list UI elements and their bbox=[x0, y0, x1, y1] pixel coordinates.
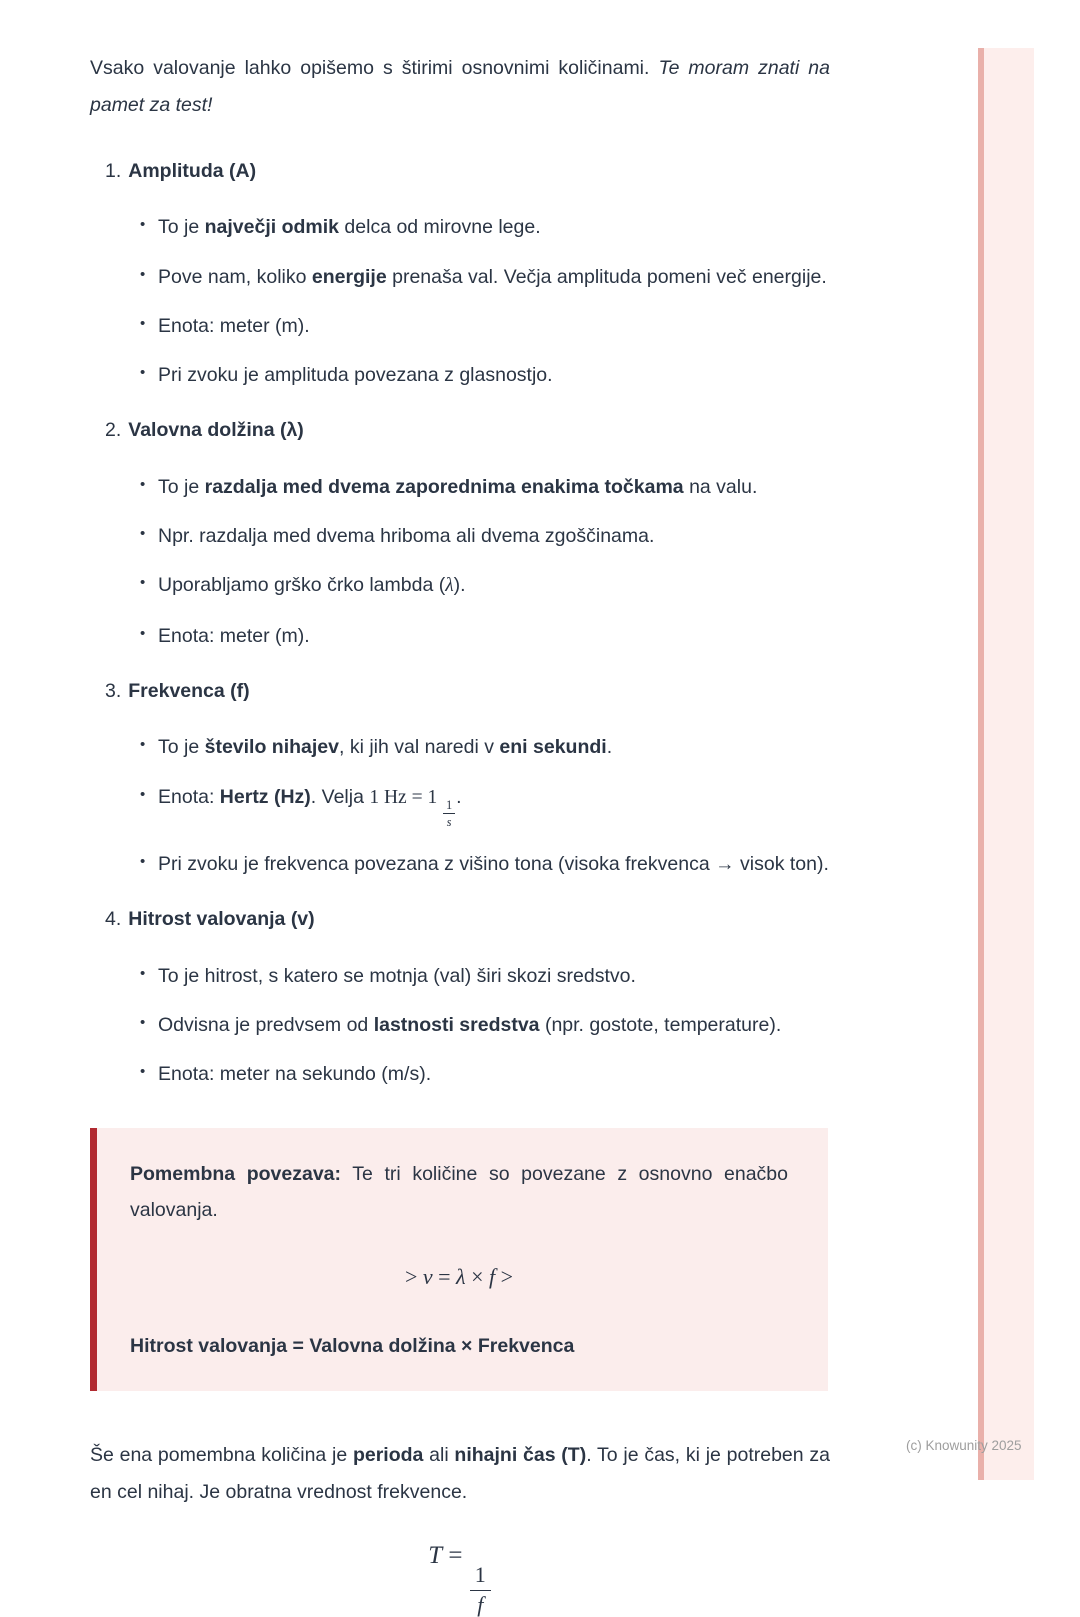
bullet-item: • To je največji odmik delca od mirovne lege. bbox=[158, 214, 830, 240]
bullet-list bbox=[90, 474, 830, 649]
wave-speed-formula: > v = λ × f > bbox=[404, 1263, 514, 1289]
item-title: Amplituda (A) bbox=[128, 159, 257, 182]
bullet-list bbox=[90, 963, 830, 1088]
quantity-item-4 bbox=[90, 907, 830, 1087]
formula-in-words: Hitrost valovanja = Valovna dolžina × Frekvenca bbox=[130, 1334, 575, 1357]
side-highlight-stripe bbox=[978, 48, 1034, 1480]
copyright-watermark: (c) Knowunity 2025 bbox=[906, 1438, 1022, 1453]
bullet-item: • To je hitrost, s katero se motnja (val) širi skozi sredstvo. bbox=[158, 963, 830, 989]
fraction: $\frac{1}{f}$ bbox=[470, 1564, 491, 1616]
bullet-item: • Pri zvoku je frekvenca povezana z višino tona (visoka frekvenca → visok ton). bbox=[158, 851, 830, 877]
bullet-item: • Npr. razdalja med dvema hriboma ali dvema zgoščinama. bbox=[158, 523, 830, 549]
bullet-item: • Enota: meter (m). bbox=[158, 623, 830, 649]
quantity-heading bbox=[90, 907, 830, 932]
item-title: Frekvenca (f) bbox=[128, 680, 250, 703]
quantity-item-3 bbox=[90, 679, 830, 877]
document-content bbox=[90, 50, 830, 1616]
item-number: 4. bbox=[105, 908, 122, 931]
item-title: Hitrost valovanja (v) bbox=[128, 908, 315, 931]
item-title: Valovna dolžina (λ) bbox=[128, 419, 304, 442]
period-paragraph: Še ena pomembna količina je perioda ali nihajni čas (T). To je čas, ki je potreben za en cel nihaj. Je obratna vrednost frekvence. bbox=[90, 1444, 830, 1504]
quantity-heading bbox=[90, 418, 830, 443]
quantity-item-1 bbox=[90, 159, 830, 389]
fraction: $\frac{1}{s}$ bbox=[443, 799, 455, 828]
item-number: 3. bbox=[105, 680, 122, 703]
item-number: 1. bbox=[105, 159, 122, 182]
bullet-item: • Uporabljamo grško črko lambda (λ). bbox=[158, 572, 830, 599]
callout-lead-text: Pomembna povezava: Te tri količine so povezane z osnovno enačbo valovanja. bbox=[130, 1162, 788, 1221]
important-callout bbox=[90, 1128, 828, 1391]
period-formula: T = $\frac{1}{f}$ bbox=[90, 1542, 830, 1616]
bullet-item: • Pove nam, koliko energije prenaša val. Večja amplituda pomeni več energije. bbox=[158, 264, 830, 290]
bullet-list bbox=[90, 734, 830, 877]
bullet-item: • Pri zvoku je amplituda povezana z glasnostjo. bbox=[158, 362, 830, 388]
quantity-heading bbox=[90, 679, 830, 704]
item-number: 2. bbox=[105, 419, 122, 442]
bullet-item: • Enota: Hertz (Hz). Velja 1 Hz = 1 $\frac{1}{s}$ . bbox=[158, 784, 830, 828]
intro-paragraph: Vsako valovanje lahko opišemo s štirimi osnovnimi količinami. Te moram znati na pamet za test! bbox=[90, 57, 830, 117]
bullet-item: • Odvisna je predvsem od lastnosti sredstva (npr. gostote, temperature). bbox=[158, 1012, 830, 1038]
quantities-list bbox=[90, 159, 830, 1088]
bullet-item: • Enota: meter (m). bbox=[158, 313, 830, 339]
bullet-item: • To je razdalja med dvema zaporednima enakima točkama na valu. bbox=[158, 474, 830, 500]
quantity-item-2 bbox=[90, 418, 830, 649]
bullet-item: • Enota: meter na sekundo (m/s). bbox=[158, 1061, 830, 1087]
bullet-item: • To je število nihajev, ki jih val naredi v eni sekundi. bbox=[158, 734, 830, 760]
quantity-heading bbox=[90, 159, 830, 184]
bullet-list bbox=[90, 214, 830, 388]
